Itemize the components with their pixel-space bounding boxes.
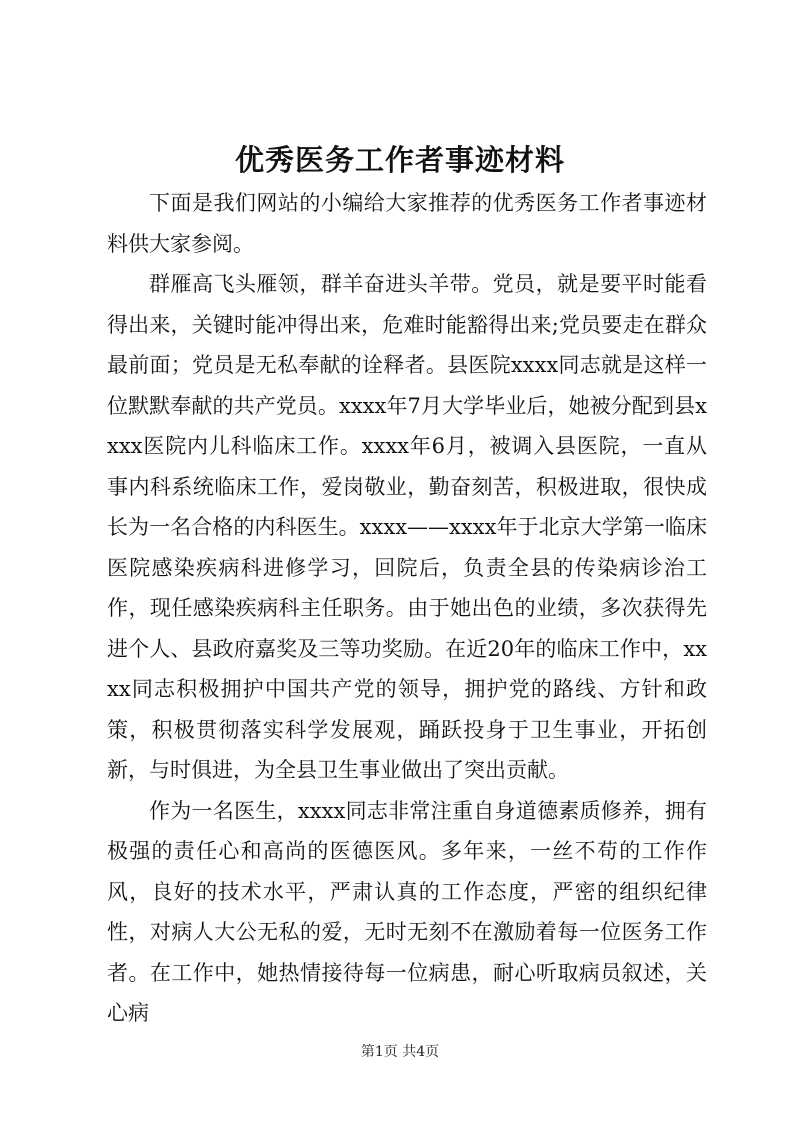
paragraph-party-member: 群雁高飞头雁领，群羊奋进头羊带。党员，就是要平时能看得出来，关键时能冲得出来，危难时能豁得出来;党员要走在群众最前面；党员是无私奉献的诠释者。县医院xxxx同志就是这样一位默默奉献的共产党员。xxxx年7月大学毕业后，她被分配到县xxxx医院内儿科临床工作。xxxx年6月，被调入县医院，一直从事内科系统临床工作，爱岗敬业，勤奋刻苦，积极进取，很快成长为一名合格的内科医生。xxxx——xxxx年于北京大学第一临床医院感染疾病科进修学习，回院后，负责全县的传染病诊治工作，现任感染疾病科主任职务。由于她出色的业绩，多次获得先进个人、县政府嘉奖及三等功奖励。在近20年的临床工作中，xxxx同志积极拥护中国共产党的领导，拥护党的路线、方针和政策，积极贯彻落实科学发展观，踊跃投身于卫生事业，开拓创新，与时俱进，为全县卫生事业做出了突出贡献。 [107, 272, 707, 782]
paragraph-medical-ethics: 作为一名医生，xxxx同志非常注重自身道德素质修养，拥有极强的责任心和高尚的医德医风。多年来，一丝不苟的工作作风，良好的技术水平，严肃认真的工作态度，严密的组织纪律性，对病人大公无私的爱，无时无刻不在激励着每一位医务工作者。在工作中，她热情接待每一位病患，耐心听取病员叙述，关心病 [107, 798, 707, 1025]
document-body [107, 183, 707, 1034]
paragraph-intro: 下面是我们网站的小编给大家推荐的优秀医务工作者事迹材料供大家参阅。 [107, 191, 707, 256]
document-title: 优秀医务工作者事迹材料 [234, 143, 565, 177]
page-footer: 第1页 共4页 [360, 1044, 440, 1060]
